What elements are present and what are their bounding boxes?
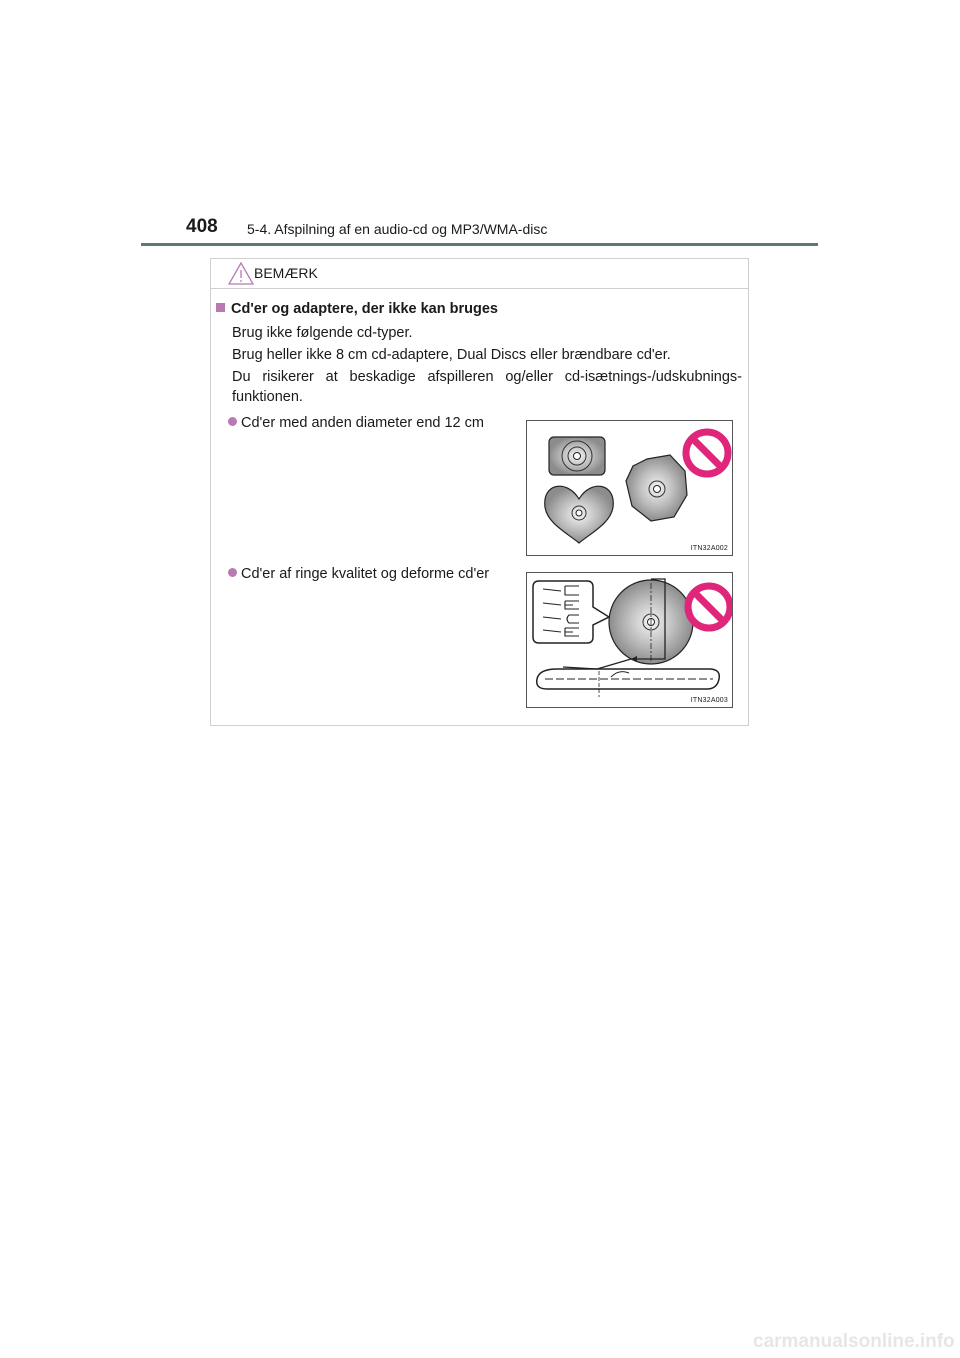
deformed-disc-illustration <box>527 573 732 707</box>
list-item-label: Cd'er med anden diameter end 12 cm <box>241 415 484 431</box>
paragraph-1: Brug ikke følgende cd-typer. <box>232 325 413 341</box>
notice-header <box>211 259 748 289</box>
notice-title: BEMÆRK <box>254 265 318 281</box>
watermark-logo <box>749 1320 960 1358</box>
header-rule <box>141 243 818 246</box>
notice-box <box>210 258 749 726</box>
section-heading-text: Cd'er og adaptere, der ikke kan bruges <box>231 301 498 317</box>
warning-triangle-icon <box>228 262 254 285</box>
round-bullet-icon <box>228 417 237 426</box>
odd-shaped-discs-illustration <box>527 421 732 555</box>
page-number: 408 <box>186 216 218 237</box>
figure-code: ITN32A003 <box>690 697 728 704</box>
section-heading <box>216 301 498 317</box>
list-item-label: Cd'er af ringe kvalitet og deforme cd'er <box>241 566 490 582</box>
figure-deformed-discs <box>526 572 733 708</box>
figure-odd-shaped-discs <box>526 420 733 556</box>
paragraph-3: Du risikerer at beskadige afspilleren og/eller cd-isætnings-/udskubnings-funktionen. <box>232 369 742 405</box>
round-bullet-icon <box>228 568 237 577</box>
watermark-text: carmanualsonline.info <box>753 1331 955 1352</box>
list-item <box>228 566 489 582</box>
figure-code: ITN32A002 <box>690 545 728 552</box>
section-title: 5-4. Afspilning af en audio-cd og MP3/WMA-disc <box>247 221 548 237</box>
square-bullet-icon <box>216 303 225 312</box>
paragraph-2: Brug heller ikke 8 cm cd-adaptere, Dual Discs eller brændbare cd'er. <box>232 347 671 363</box>
list-item <box>228 415 484 431</box>
